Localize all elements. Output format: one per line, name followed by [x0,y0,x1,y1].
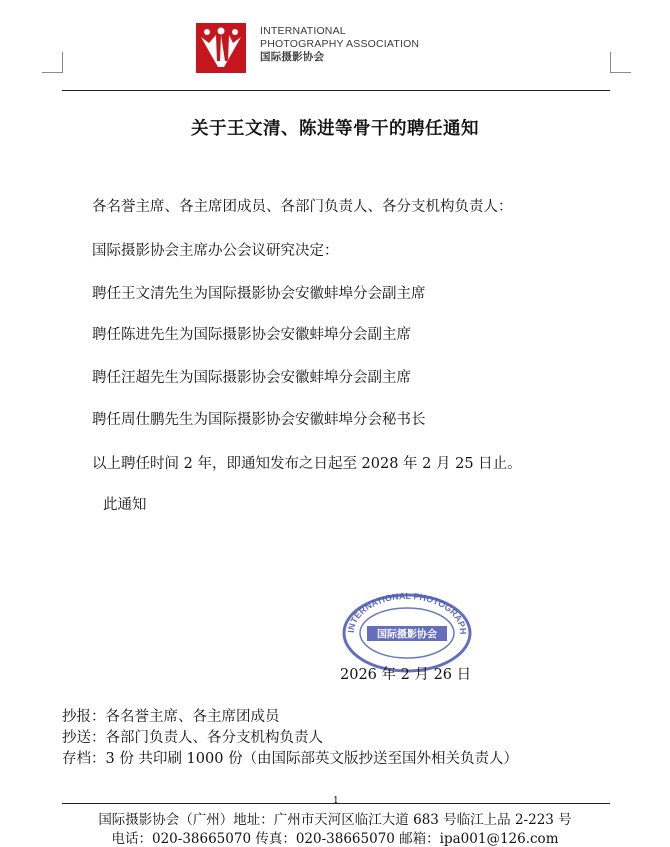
seal-ring-text: INTERNATIONAL PHOTOGRAPH [345,592,469,635]
official-seal [340,592,474,674]
appointment-line: 聘任周仕鹏先生为国际摄影协会安徽蚌埠分会秘书长 [92,412,426,428]
margin-corner-top-right [610,52,631,73]
document-title: 关于王文清、陈进等骨干的聘任通知 [191,119,479,139]
term-line: 以上聘任时间 2 年，即通知发布之日起至 2028 年 2 月 25 日止。 [92,456,522,472]
ipa-logo [196,23,246,73]
appointment-line: 聘任陈进先生为国际摄影协会安徽蚌埠分会副主席 [92,327,411,343]
appointment-line: 聘任王文清先生为国际摄影协会安徽蚌埠分会副主席 [92,286,426,302]
copy-to-line: 抄送：各部门负责人、各分支机构负责人 [62,730,323,746]
footer-contact: 电话：020-38665070 传真：020-38665070 邮箱：ipa001@126.com [111,831,559,847]
appointment-line: 聘任汪超先生为国际摄影协会安徽蚌埠分会副主席 [92,370,411,386]
report-to-line: 抄报：各名誉主席、各主席团成员 [62,709,280,725]
logo-wordmark [260,25,419,64]
seal-center-text: 国际摄影协会 [377,629,437,641]
header-rule [62,90,610,91]
archive-line: 存档：3 份 共印刷 1000 份（由国际部英文版抄送至国外相关负责人） [62,751,519,767]
footer-address: 国际摄影协会（广州）地址：广州市天河区临江大道 683 号临江上品 2-223 号 [98,812,572,828]
decision-line: 国际摄影协会主席办公会议研究决定： [92,243,339,259]
page-number: 1 [333,796,339,806]
logo-line-2: PHOTOGRAPHY ASSOCIATION [260,37,420,50]
logo-chinese-name: 国际摄影协会 [260,51,325,63]
margin-corner-top-left [42,52,63,73]
logo-line-1: INTERNATIONAL [260,25,346,37]
salutation: 各名誉主席、各主席团成员、各部门负责人、各分支机构负责人： [92,199,513,215]
footer-rule [62,803,610,804]
issue-date: 2026 年 2 月 26 日 [340,667,472,683]
seal-stamp-icon [340,592,474,674]
closing-line: 此通知 [103,497,147,513]
ipa-logo-icon [196,23,246,73]
